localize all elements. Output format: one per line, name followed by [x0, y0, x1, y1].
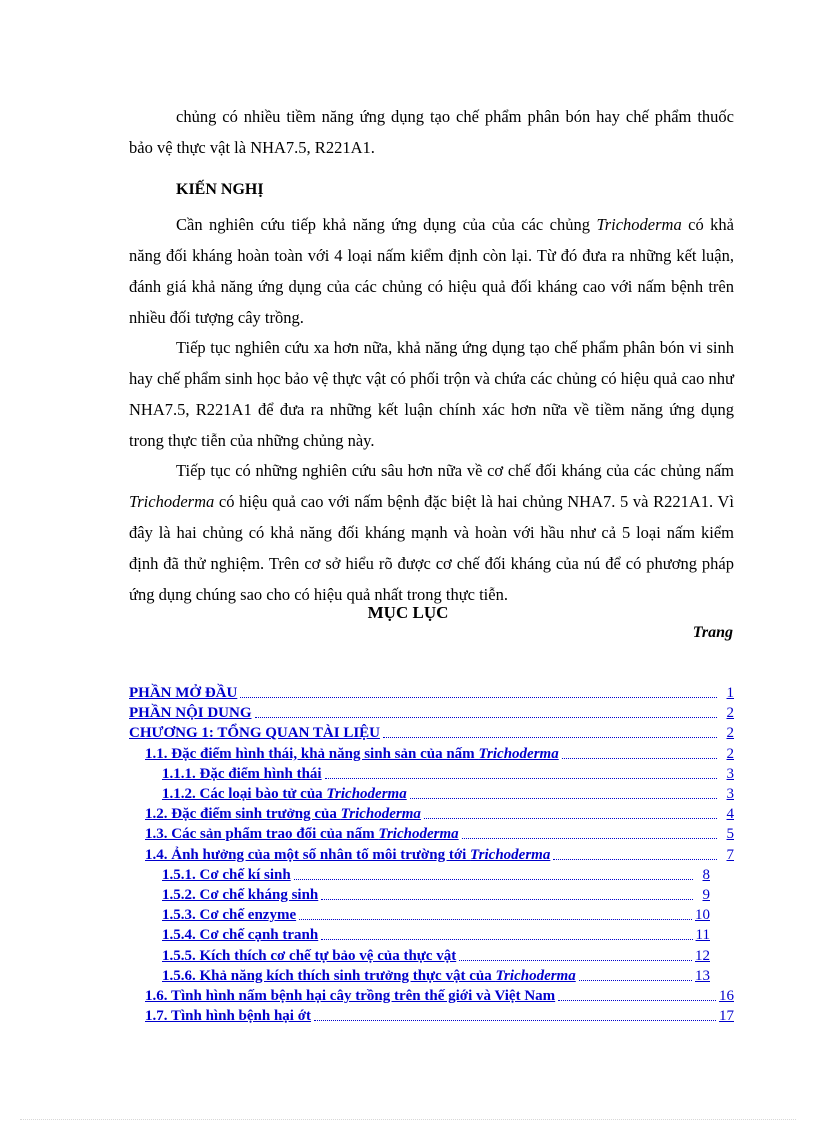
toc-entry[interactable]: [162, 763, 734, 783]
toc-entry-label: [162, 948, 456, 965]
toc-entry-species: Trichoderma: [340, 806, 421, 823]
toc-entry-label: [145, 826, 459, 843]
toc-entry[interactable]: [145, 823, 734, 843]
toc-entry[interactable]: [162, 924, 710, 944]
toc-entry-text: 1.5.1. Cơ chế kí sinh: [162, 866, 291, 883]
toc-entry[interactable]: [145, 743, 734, 763]
toc-entry-species: Trichoderma: [378, 826, 459, 843]
toc-dot-leader: [255, 716, 718, 718]
paragraph-text: Cần nghiên cứu tiếp khả năng ứng dụng của của các chủng: [176, 215, 597, 234]
paragraph-recommendation-2: Tiếp tục nghiên cứu xa hơn nữa, khả năng ứng dụng tạo chế phẩm phân bón vi sinh hay chế phẩm sinh học bảo vệ thực vật có phối trộn và chứa các chủng có hiệu quả cao như NHA7.5, R221A1 để đưa ra những kết luận chính xác hơn nữa về tiềm năng ứng dụng trong thực tiễn của những chủng này.: [129, 338, 734, 450]
toc-entry-text: PHẦN MỞ ĐẦU: [129, 685, 238, 701]
toc-entry[interactable]: [162, 965, 710, 985]
paragraph-recommendation-3: [129, 455, 734, 610]
toc-dot-leader: [553, 858, 717, 860]
toc-entry-label: [162, 766, 322, 783]
toc-entry-text: 1.5.5. Kích thích cơ chế tự bảo vệ của thực vật: [162, 947, 457, 964]
toc-dot-leader: [410, 797, 717, 799]
toc-entry-text: 1.5.2. Cơ chế kháng sinh: [162, 887, 319, 903]
toc-entry-page: 1: [726, 685, 734, 701]
toc-dot-leader: [299, 918, 692, 920]
toc-entry-page: 17: [719, 1008, 734, 1025]
toc-entry-page: 8: [702, 866, 710, 883]
toc-entry-text: PHẦN NỘI DUNG: [129, 705, 252, 722]
toc-entry-page: 12: [695, 947, 710, 964]
toc-entry-text: 1.1.2. Các loại bào tử của: [162, 786, 327, 802]
toc-entry-page: 5: [726, 826, 734, 843]
toc-entry-label: [162, 927, 318, 944]
toc-entry[interactable]: [162, 783, 734, 803]
toc-entry-page: 2: [726, 725, 734, 742]
toc-dot-leader: [562, 757, 717, 759]
toc-entry-text: 1.6. Tình hình nấm bệnh hại cây trồng trên thế giới và Việt Nam: [145, 988, 556, 1004]
toc-entry[interactable]: [162, 904, 710, 924]
toc-entry-text: 1.5.6. Khả năng kích thích sinh trưởng thực vật của: [162, 967, 496, 984]
paragraph-text: Tiếp tục có những nghiên cứu sâu hơn nữa về cơ chế đối kháng của các chủng nấm: [176, 461, 734, 480]
paragraph-text: có hiệu quả cao với nấm bệnh đặc biệt là hai chủng NHA7. 5 và R221A1. Vì đây là hai chủng có khả năng đối kháng mạnh và hoàn với hầu như cả 5 loại nấm kiểm định đã thử nghiệm. Trên cơ sở hiểu rõ được cơ chế đối kháng của nú để có phương pháp ứng dụng chúng sao cho có hiệu quả nhất trong thực tiễn.: [129, 492, 734, 604]
toc-entry[interactable]: [129, 702, 734, 722]
toc-title: MỤC LỤC: [367, 603, 449, 622]
toc-entry-page: 9: [702, 887, 710, 903]
toc-entry-page: 4: [726, 806, 734, 823]
toc-entry-label: [129, 725, 380, 742]
toc-entry-label: [162, 968, 576, 985]
toc-dot-leader: [459, 959, 692, 961]
toc-dot-leader: [424, 817, 717, 819]
toc-entry[interactable]: [145, 985, 734, 1005]
toc-entry-label: [162, 907, 296, 924]
paragraph-conclusion-end: [129, 101, 734, 163]
toc-entry-page: 2: [726, 745, 734, 762]
toc-entry-species: Trichoderma: [470, 846, 551, 863]
toc-dot-leader: [325, 777, 717, 779]
toc-entry-text: 1.2. Đặc điểm sinh trưởng của: [145, 806, 341, 823]
toc-dot-leader: [462, 837, 717, 839]
toc-entry-label: [162, 887, 318, 904]
toc-entry[interactable]: [145, 844, 734, 864]
toc-dot-leader: [321, 938, 692, 940]
species-name: Trichoderma: [596, 215, 682, 234]
toc-entry-text: 1.1.1. Đặc điểm hình thái: [162, 765, 322, 782]
toc-dot-leader: [321, 898, 693, 900]
toc-dot-leader: [558, 999, 716, 1001]
toc-entry-page: 11: [695, 927, 710, 944]
toc-entry-label: [129, 685, 237, 702]
toc-entry[interactable]: [129, 722, 734, 742]
toc-entry-page: 2: [726, 705, 734, 722]
toc-entry-label: [129, 705, 252, 722]
toc-entry-text: 1.5.4. Cơ chế cạnh tranh: [162, 927, 319, 944]
toc-entry-page: 13: [695, 967, 710, 984]
toc-entry-text: 1.3. Các sản phẩm trao đổi của nấm: [145, 826, 379, 843]
toc-entry-text: 1.5.3. Cơ chế enzyme: [162, 907, 297, 924]
toc-entry[interactable]: [162, 884, 710, 904]
toc-entry-page: 3: [726, 786, 734, 802]
toc-entry[interactable]: [162, 945, 710, 965]
toc-entry-label: [145, 1008, 311, 1025]
toc-entry-label: [145, 746, 559, 763]
toc-entry[interactable]: [162, 864, 710, 884]
toc-dot-leader: [383, 736, 717, 738]
toc-entry-page: 10: [695, 907, 710, 924]
toc-entry[interactable]: [145, 803, 734, 823]
paragraph-text: chủng có nhiều tiềm năng ứng dụng tạo chế phẩm phân bón hay chế phẩm thuốc bảo vệ thực vật là NHA7.5, R221A1.: [129, 107, 734, 157]
paragraph-recommendation-1: [129, 209, 734, 333]
toc-entry-label: [145, 806, 421, 823]
toc-entry-text: 1.7. Tình hình bệnh hại ớt: [145, 1008, 312, 1025]
toc-entry-page: 7: [726, 846, 734, 863]
page-bottom-divider: [20, 1119, 796, 1120]
toc-entry-text: 1.1. Đặc điểm hình thái, khả năng sinh sản của nấm: [145, 745, 479, 762]
toc-dot-leader: [314, 1019, 716, 1021]
paragraph-text: có khả năng đối kháng hoàn toàn với 4 loại nấm kiểm định còn lại. Từ đó đưa ra những kết luận, đánh giá khả năng ứng dụng của các chủng có hiệu quả đối kháng cao với nấm bệnh trên nhiều đối tượng cây trồng.: [129, 215, 734, 327]
toc-entry-label: [162, 867, 291, 884]
toc-entry-text: 1.4. Ảnh hưởng của một số nhân tố môi trường tới: [145, 846, 471, 863]
toc-entry-text: CHƯƠNG 1: TỔNG QUAN TÀI LIỆU: [129, 725, 381, 742]
toc-entry-label: [145, 988, 555, 1005]
toc-page-label: Trang: [692, 624, 733, 641]
species-name: Trichoderma: [129, 492, 215, 511]
toc-entry-species: Trichoderma: [478, 745, 559, 762]
toc-dot-leader: [240, 696, 717, 698]
toc-dot-leader: [294, 878, 693, 880]
section-heading-recommendation: KIẾN NGHỊ: [176, 181, 264, 198]
toc-entry-page: 3: [726, 765, 734, 782]
toc-entry-label: [162, 786, 407, 803]
toc-entry-label: [145, 847, 550, 864]
toc-entry-species: Trichoderma: [326, 786, 407, 802]
toc-entry-page: 16: [719, 988, 734, 1004]
toc-entry[interactable]: [145, 1005, 734, 1025]
toc-entry[interactable]: [129, 682, 734, 702]
toc-entry-species: Trichoderma: [495, 967, 576, 984]
toc-dot-leader: [579, 979, 692, 981]
